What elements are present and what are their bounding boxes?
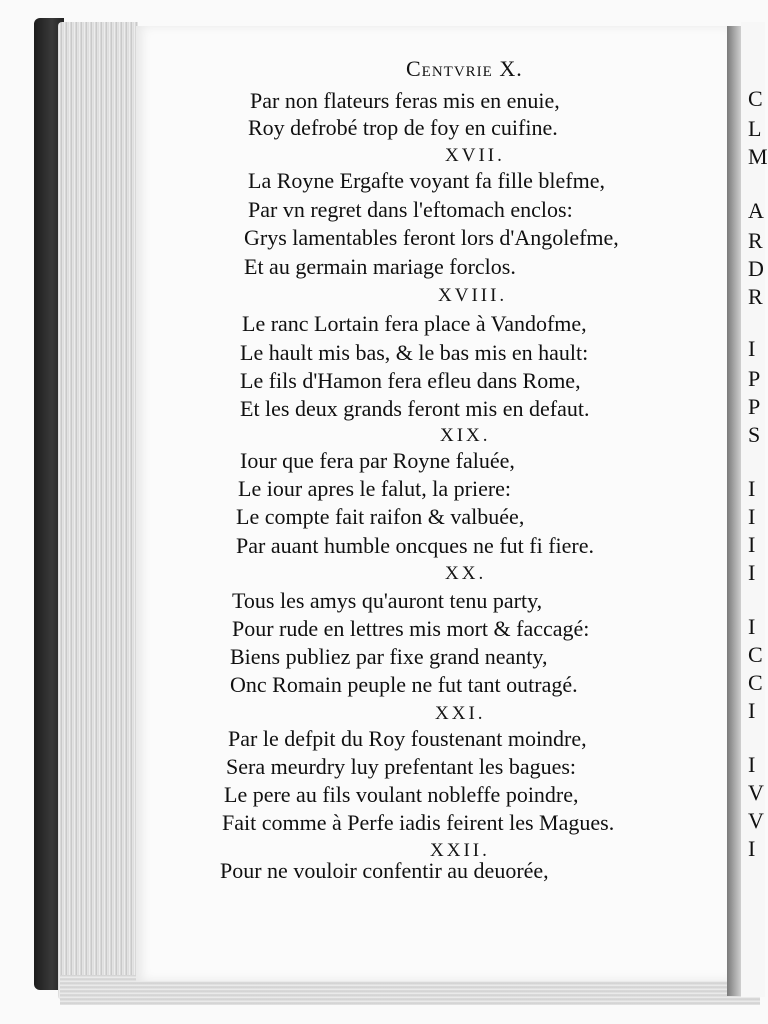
verse-line: La Royne Ergafte voyant fa fille blefme, <box>248 168 605 193</box>
next-page-letter: V <box>748 808 764 833</box>
verse-line: Par le defpit du Roy foustenant moindre, <box>228 726 587 751</box>
next-page-letter: I <box>748 698 756 723</box>
next-page-letter: R <box>748 284 763 309</box>
next-page-letter: P <box>748 394 761 419</box>
next-page-letter: I <box>748 532 756 557</box>
verse-line: Biens publiez par fixe grand neanty, <box>230 644 548 669</box>
verse-line: Grys lamentables feront lors d'Angolefme, <box>244 225 619 250</box>
verse-line: Et les deux grands feront mis en defaut. <box>240 396 590 421</box>
verse-line: Le fils d'Hamon fera efleu dans Rome, <box>240 368 581 393</box>
quatrain-number: XXII. <box>430 840 490 861</box>
next-page-letter: L <box>748 116 762 141</box>
next-page-letter: A <box>748 198 764 223</box>
verse-line: Et au germain mariage forclos. <box>244 254 516 279</box>
verse-line: Le pere au fils voulant nobleffe poindre, <box>224 782 579 807</box>
verse-line: Onc Romain peuple ne fut tant outragé. <box>230 672 578 697</box>
next-page-letter: I <box>748 752 756 777</box>
quatrain-number: XVIII. <box>438 285 508 306</box>
verse-line: Le hault mis bas, & le bas mis en hault: <box>240 340 589 365</box>
verse-line: Par auant humble oncques ne fut fi fiere. <box>236 533 594 558</box>
next-page-letter: I <box>748 504 756 529</box>
running-head: Centvrie X. <box>406 56 523 81</box>
verse-line: Le iour apres le falut, la priere: <box>238 476 512 501</box>
next-page-letter: M <box>748 144 768 169</box>
verse-line: Par non flateurs feras mis en enuie, <box>250 88 560 113</box>
page-edges <box>58 22 138 1000</box>
verse-line: Le compte fait raifon & valbuée, <box>236 504 525 529</box>
next-page-letter: I <box>748 614 756 639</box>
next-page-letter: C <box>748 642 763 667</box>
next-page-letter: C <box>748 670 763 695</box>
verse-line: Le ranc Lortain fera place à Vandofme, <box>242 311 587 336</box>
next-page-letter: I <box>748 336 756 361</box>
verse-line: Par vn regret dans l'eftomach enclos: <box>248 197 573 222</box>
next-page-letter: I <box>748 476 756 501</box>
next-page-letter: I <box>748 836 756 861</box>
verse-line: Fait comme à Perfe iadis feirent les Magues. <box>222 810 615 835</box>
book-gutter <box>727 26 741 996</box>
quatrain-number: XIX. <box>440 425 491 446</box>
verse-line: Roy defrobé trop de foy en cuifine. <box>248 115 558 140</box>
next-page-letter: C <box>748 86 763 111</box>
next-page-letter: V <box>748 780 764 805</box>
quatrain-number: XX. <box>445 563 487 584</box>
verse-line: Pour rude en lettres mis mort & faccagé: <box>232 616 590 641</box>
verse-line: Sera meurdry luy prefentant les bagues: <box>226 754 577 779</box>
verse-line: Tous les amys qu'auront tenu party, <box>232 588 543 613</box>
next-page-letter: I <box>748 560 756 585</box>
verse-line: Iour que fera par Royne faluée, <box>240 448 515 473</box>
next-page-letter: P <box>748 366 761 391</box>
next-page-letter: D <box>748 256 764 281</box>
quatrain-number: XXI. <box>435 703 486 724</box>
next-page-letter: R <box>748 228 763 253</box>
next-page-letter: S <box>748 422 761 447</box>
quatrain-number: XVII. <box>445 145 505 166</box>
verse-line: Pour ne vouloir confentir au deuorée, <box>220 858 549 883</box>
